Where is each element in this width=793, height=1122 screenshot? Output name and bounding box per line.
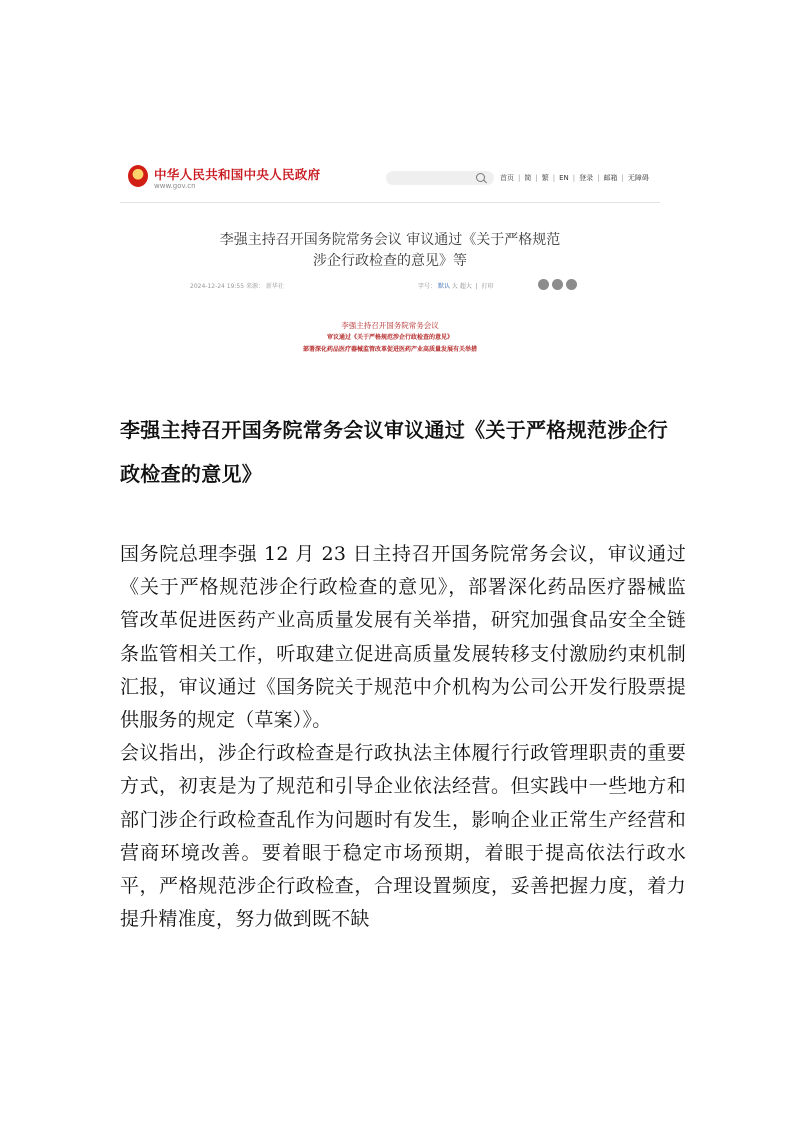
nav-english[interactable]: EN: [559, 174, 569, 182]
site-name[interactable]: 中华人民共和国中央人民政府: [154, 167, 321, 182]
site-header: [120, 150, 660, 203]
wechat-share-icon[interactable]: [538, 279, 549, 290]
weibo-share-icon[interactable]: [552, 279, 563, 290]
font-default-button[interactable]: 默认: [437, 283, 450, 290]
article-tools: 字号： 默认 大 超大 | 打印: [418, 283, 494, 290]
paragraph: 国务院总理李强 12 月 23 日主持召开国务院常务会议，审议通过《关于严格规范涉企行政检查的意见》，部署深化药品医疗器械监管改革促进医药产业高质量发展有关举措，研究加强食品安全全链条监管相关工作，听取建立促进高质量发展转移支付激励约束机制汇报，审议通过《国务院关于规范中介机构为公司公开发行股票提供服务的规定（草案）》。: [120, 543, 686, 732]
site-url: www.gov.cn: [154, 182, 196, 190]
article-meta: 2024-12-24 19:55 来源： 新华社: [190, 283, 284, 290]
search-icon[interactable]: [476, 173, 485, 182]
red-caption: 李强主持召开国务院常务会议 审议通过《关于严格规范涉企行政检查的意见》 部署深化药品医疗器械监管改革促进医药产业高质量发展有关举措: [302, 321, 477, 353]
print-button[interactable]: 打印: [481, 283, 494, 290]
document-title: 李强主持召开国务院常务会议审议通过《关于严格规范涉企行政检查的意见》: [120, 418, 669, 486]
font-large-button[interactable]: 大: [451, 283, 458, 290]
paragraph: 会议指出，涉企行政检查是行政执法主体履行行政管理职责的重要方式，初衷是为了规范和引导企业依法经营。但实践中一些地方和部门涉企行政检查乱作为问题时有发生，影响企业正常生产经营和营商环境改善。要着眼于稳定市场预期，着眼于提高依法行政水平，严格规范涉企行政检查，合理设置频度，妥善把握力度，着力提升精准度，努力做到既不缺: [120, 742, 686, 931]
search-input[interactable]: [386, 171, 494, 185]
nav-login[interactable]: 登录: [579, 174, 594, 182]
qq-share-icon[interactable]: [566, 279, 577, 290]
article-title: 李强主持召开国务院常务会议 审议通过《关于严格规范 涉企行政检查的意见》等: [219, 232, 561, 269]
nav-mail[interactable]: 邮箱: [603, 174, 618, 182]
nav-home[interactable]: 首页: [500, 174, 514, 182]
nav-accessibility[interactable]: 无障碍: [627, 174, 649, 182]
share-buttons: [538, 279, 580, 290]
national-emblem-icon: [128, 165, 148, 187]
font-xlarge-button[interactable]: 超大: [459, 283, 472, 290]
nav-traditional[interactable]: 繁: [541, 174, 549, 182]
top-nav: 首页 | 简 | 繁 | EN | 登录 | 邮箱 | 无障碍: [500, 174, 649, 182]
document-body: [120, 538, 686, 936]
nav-simplified[interactable]: 简: [524, 174, 532, 182]
embedded-webpage-screenshot: [120, 150, 660, 372]
